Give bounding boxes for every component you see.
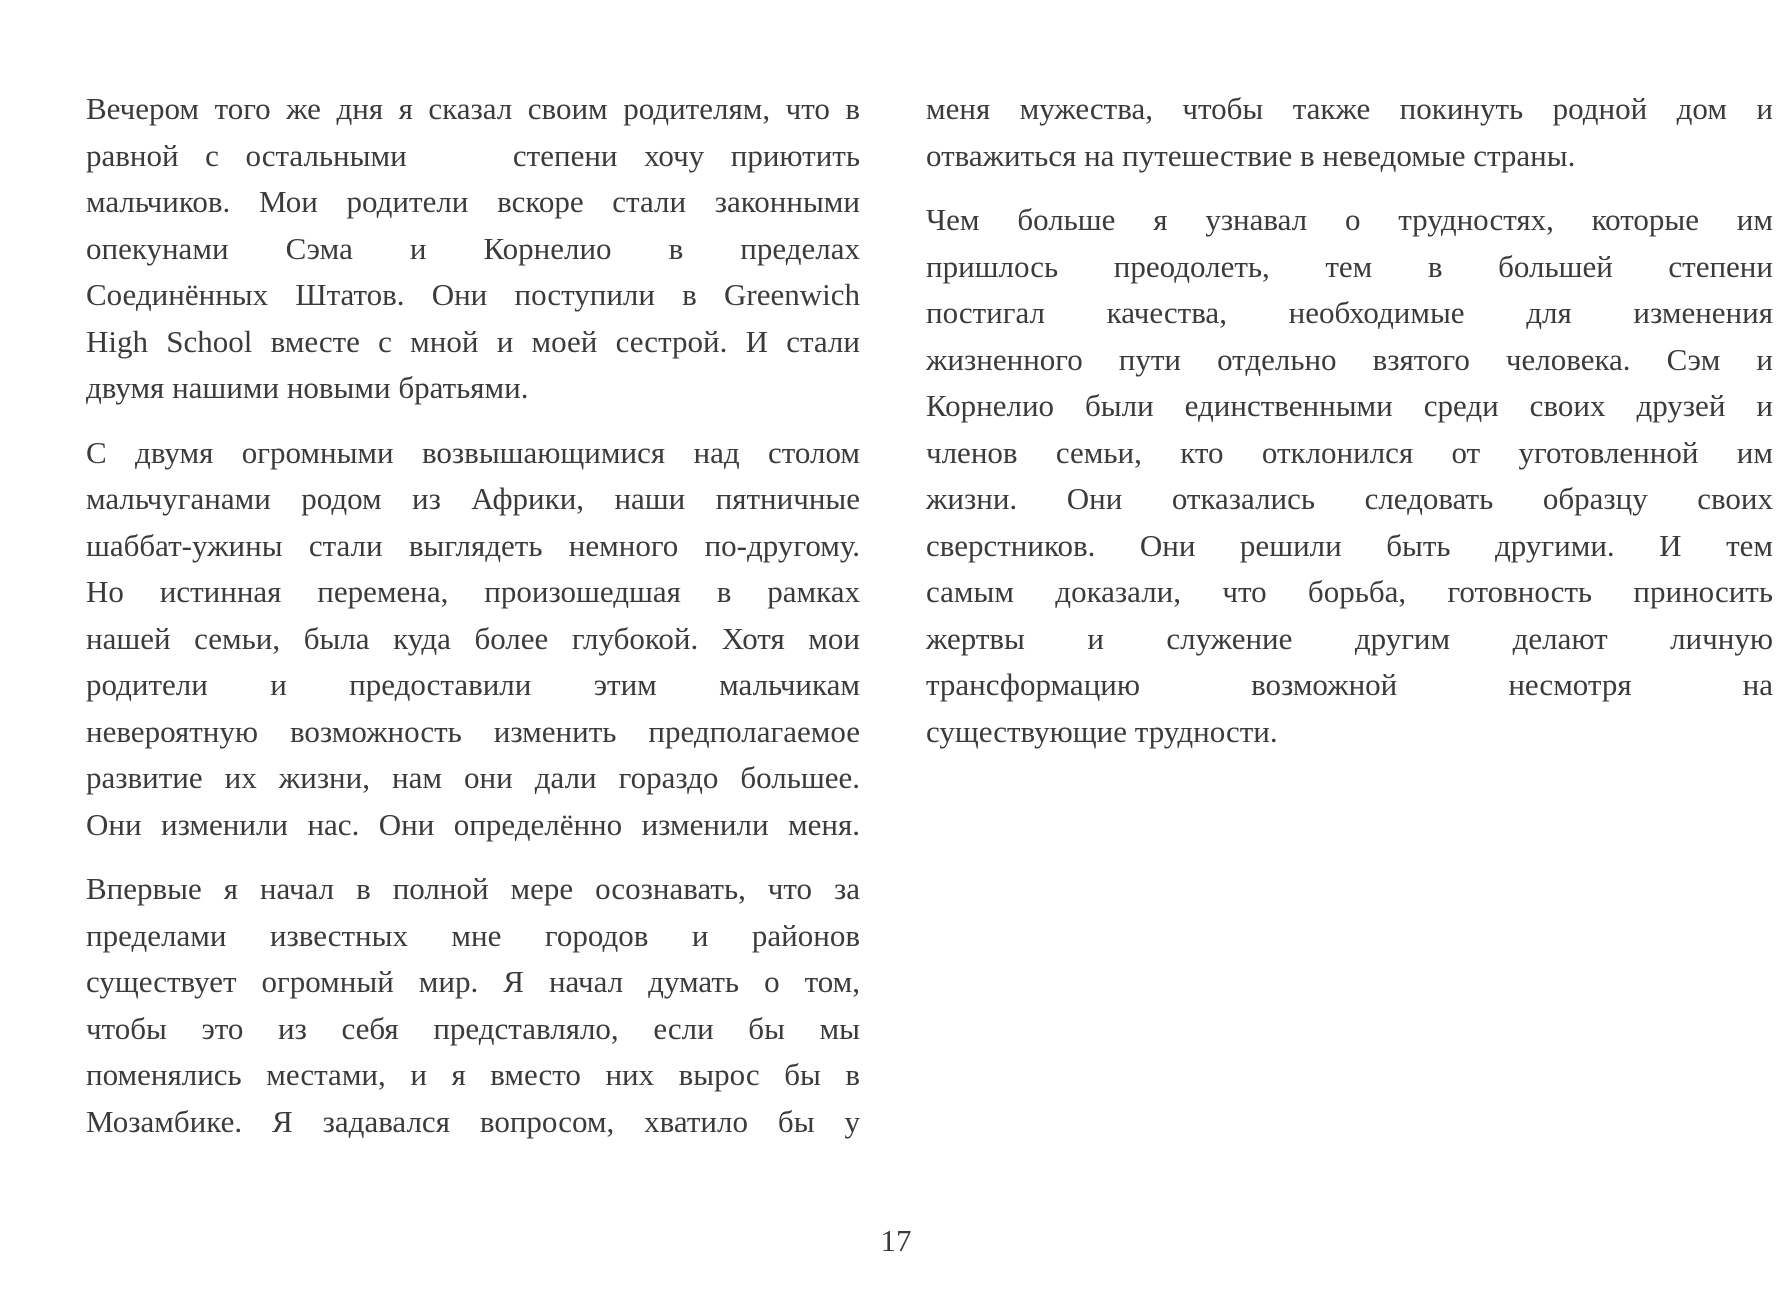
- text-line: Мозамбике. Я задавался вопросом, хватило бы у: [86, 1103, 860, 1139]
- paragraph: [926, 197, 1773, 755]
- text-line: равной с остальными степени хочу приютить: [86, 137, 860, 173]
- text-line: трансформацию возможной несмотря на: [926, 667, 1773, 702]
- text-line: мальчиков. Мои родители вскоре стали законными: [86, 184, 860, 219]
- text-line: Соединённых Штатов. Они поступили в Greenwich: [86, 277, 860, 312]
- text-line: меня мужества, чтобы также покинуть родной дом и: [926, 91, 1773, 126]
- text-line: Они изменили нас. Они определённо изменили меня.: [86, 806, 860, 842]
- text-column-left: [86, 86, 860, 1163]
- text-line: жизненного пути отдельно взятого человека. Сэм и: [926, 341, 1773, 377]
- text-line: существует огромный мир. Я начал думать о том,: [86, 964, 860, 999]
- text-line: Вечером того же дня я сказал своим родителям, что в: [86, 91, 860, 126]
- text-line: существующие трудности.: [926, 713, 1278, 749]
- text-line: невероятную возможность изменить предполагаемое: [86, 713, 860, 749]
- text-line: чтобы это из себя представляло, если бы мы: [86, 1010, 860, 1046]
- text-line: опекунами Сэма и Корнелио в пределах: [86, 230, 860, 266]
- text-line: High School вместе с мной и моей сестрой. И стали: [86, 323, 860, 359]
- text-line: развитие их жизни, нам они дали гораздо большее.: [86, 760, 860, 795]
- text-line: пришлось преодолеть, тем в большей степени: [926, 248, 1773, 284]
- text-line: родители и предоставили этим мальчикам: [86, 667, 860, 702]
- page-number: 17: [880, 1223, 912, 1258]
- paragraph: [926, 86, 1773, 179]
- text-line: Но истинная перемена, произошедшая в рамках: [86, 574, 860, 609]
- text-line: постигал качества, необходимые для изменения: [926, 295, 1773, 330]
- text-line: жизни. Они отказались следовать образцу своих: [926, 481, 1773, 516]
- paragraph: [86, 86, 860, 412]
- text-line: членов семьи, кто отклонился от уготовленной им: [926, 434, 1773, 470]
- text-line: нашей семьи, была куда более глубокой. Хотя мои: [86, 620, 860, 656]
- text-line: Впервые я начал в полной мере осознавать, что за: [86, 871, 860, 906]
- text-line: мальчуганами родом из Африки, наши пятничные: [86, 481, 860, 516]
- paragraph: [86, 866, 860, 1145]
- text-line: пределами известных мне городов и районов: [86, 917, 860, 953]
- text-line: Чем больше я узнавал о трудностях, которые им: [926, 202, 1773, 237]
- text-line: отважиться на путешествие в неведомые страны.: [926, 137, 1576, 173]
- text-line: сверстников. Они решили быть другими. И тем: [926, 527, 1773, 563]
- text-line: поменялись местами, и я вместо них вырос бы в: [86, 1057, 860, 1092]
- paragraph: [86, 430, 860, 849]
- text-line: С двумя огромными возвышающимися над столом: [86, 434, 860, 470]
- text-line: жертвы и служение другим делают личную: [926, 620, 1773, 656]
- text-line: шаббат-ужины стали выглядеть немного по-другому.: [86, 527, 860, 563]
- text-line: самым доказали, что борьба, готовность приносить: [926, 574, 1773, 609]
- text-line: двумя нашими новыми братьями.: [86, 370, 529, 405]
- text-column-right: [926, 86, 1773, 773]
- text-line: Корнелио были единственными среди своих друзей и: [926, 388, 1773, 423]
